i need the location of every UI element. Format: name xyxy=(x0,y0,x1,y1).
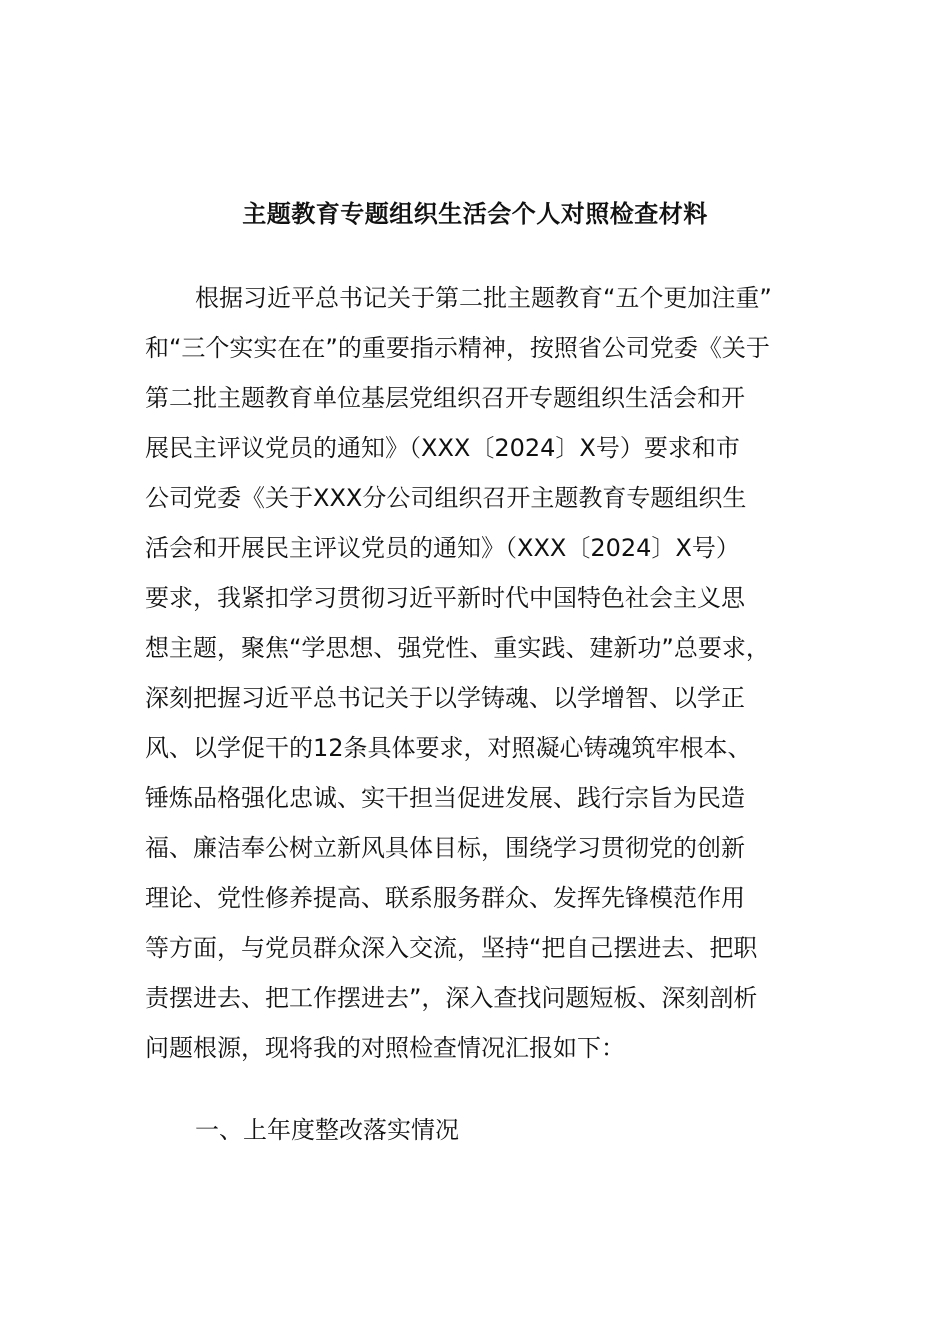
paragraph-line: 活会和开展民主评议党员的通知》（XXX〔2024〕X号） xyxy=(145,534,740,562)
paragraph-line: 责摆进去、把工作摆进去”，深入查找问题短板、深刻剖析 xyxy=(145,984,758,1012)
paragraph-line: 风、以学促干的12条具体要求，对照凝心铸魂筑牢根本、 xyxy=(145,734,752,762)
paragraph-line: 公司党委《关于XXX分公司组织召开主题教育专题组织生 xyxy=(145,484,747,512)
document-title: 主题教育专题组织生活会个人对照检查材料 xyxy=(242,200,708,228)
paragraph-line: 福、廉洁奉公树立新风具体目标，围绕学习贯彻党的创新 xyxy=(145,834,745,862)
paragraph-line: 深刻把握习近平总书记关于以学铸魂、以学增智、以学正 xyxy=(145,684,745,712)
paragraph-line: 第二批主题教育单位基层党组织召开专题组织生活会和开 xyxy=(145,384,745,412)
paragraph-line: 要求，我紧扣学习贯彻习近平新时代中国特色社会主义思 xyxy=(145,584,745,612)
paragraph-line: 根据习近平总书记关于第二批主题教育“五个更加注重” xyxy=(195,284,772,312)
paragraph-line: 和“三个实实在在”的重要指示精神，按照省公司党委《关于 xyxy=(145,334,770,362)
paragraph-line: 想主题，聚焦“学思想、强党性、重实践、建新功”总要求， xyxy=(145,634,770,662)
paragraph-line: 锤炼品格强化忠诚、实干担当促进发展、践行宗旨为民造 xyxy=(145,784,745,812)
paragraph-line: 等方面，与党员群众深入交流，坚持“把自己摆进去、把职 xyxy=(145,934,758,962)
paragraph-line: 理论、党性修养提高、联系服务群众、发挥先锋模范作用 xyxy=(145,884,745,912)
intro-paragraph xyxy=(145,273,810,1073)
section-heading: 一、上年度整改落实情况 xyxy=(195,1116,459,1144)
paragraph-line: 展民主评议党员的通知》（XXX〔2024〕X号）要求和市 xyxy=(145,434,740,462)
paragraph-line: 问题根源，现将我的对照检查情况汇报如下： xyxy=(145,1034,625,1062)
